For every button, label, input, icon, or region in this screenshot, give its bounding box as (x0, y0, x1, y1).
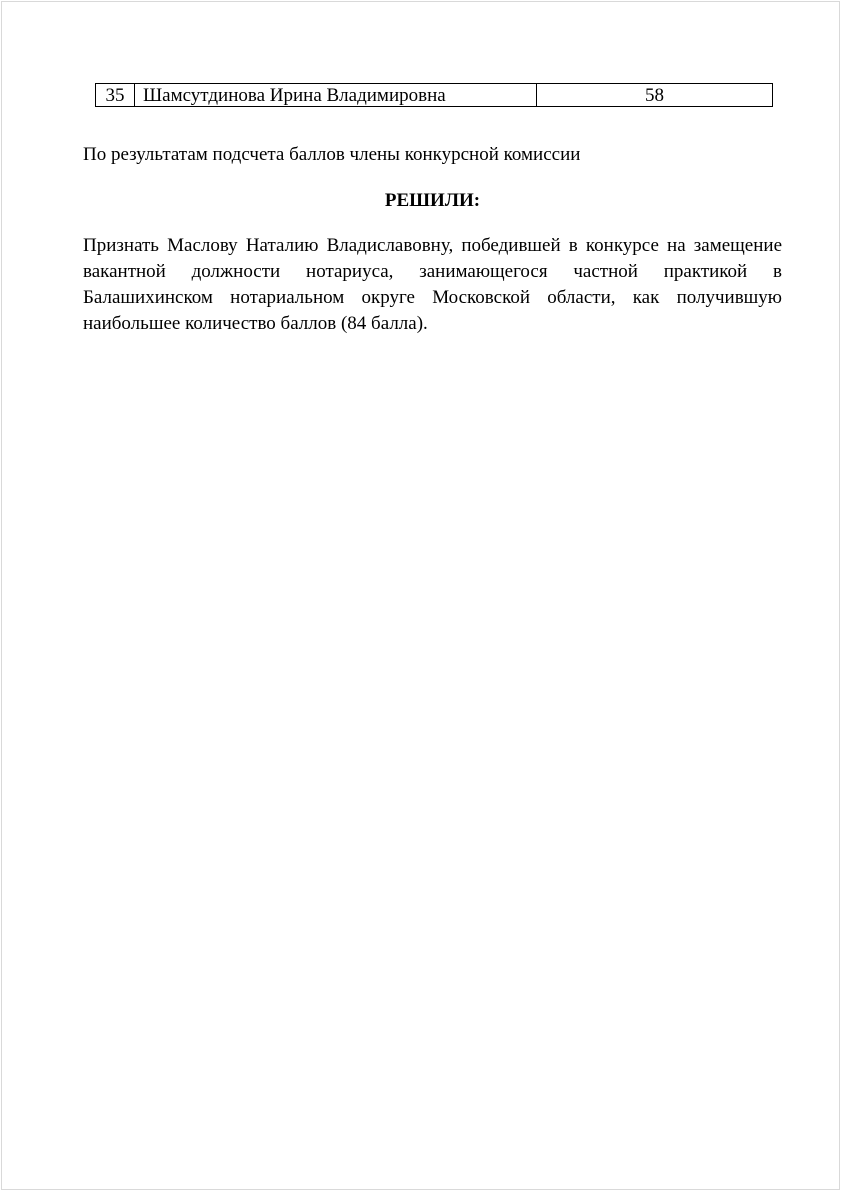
decision-paragraph: Признать Маслову Наталию Владиславовну, победившей в конкурсе на замещение вакантной должности нотариуса, занимающегося частной практикой в Балашихинском нотариальном округе Московской области, как получившую наибольшее количество баллов (84 балла). (83, 235, 782, 334)
document-page (1, 1, 840, 1190)
intro-paragraph: По результатам подсчета баллов члены конкурсной комиссии (83, 144, 581, 165)
row-number-cell: 35 (96, 84, 135, 107)
score-cell: 58 (537, 84, 773, 107)
candidate-name-cell: Шамсутдинова Ирина Владимировна (135, 84, 537, 107)
results-table (95, 83, 773, 107)
table-row (96, 84, 773, 107)
decision-heading: РЕШИЛИ: (384, 190, 481, 211)
